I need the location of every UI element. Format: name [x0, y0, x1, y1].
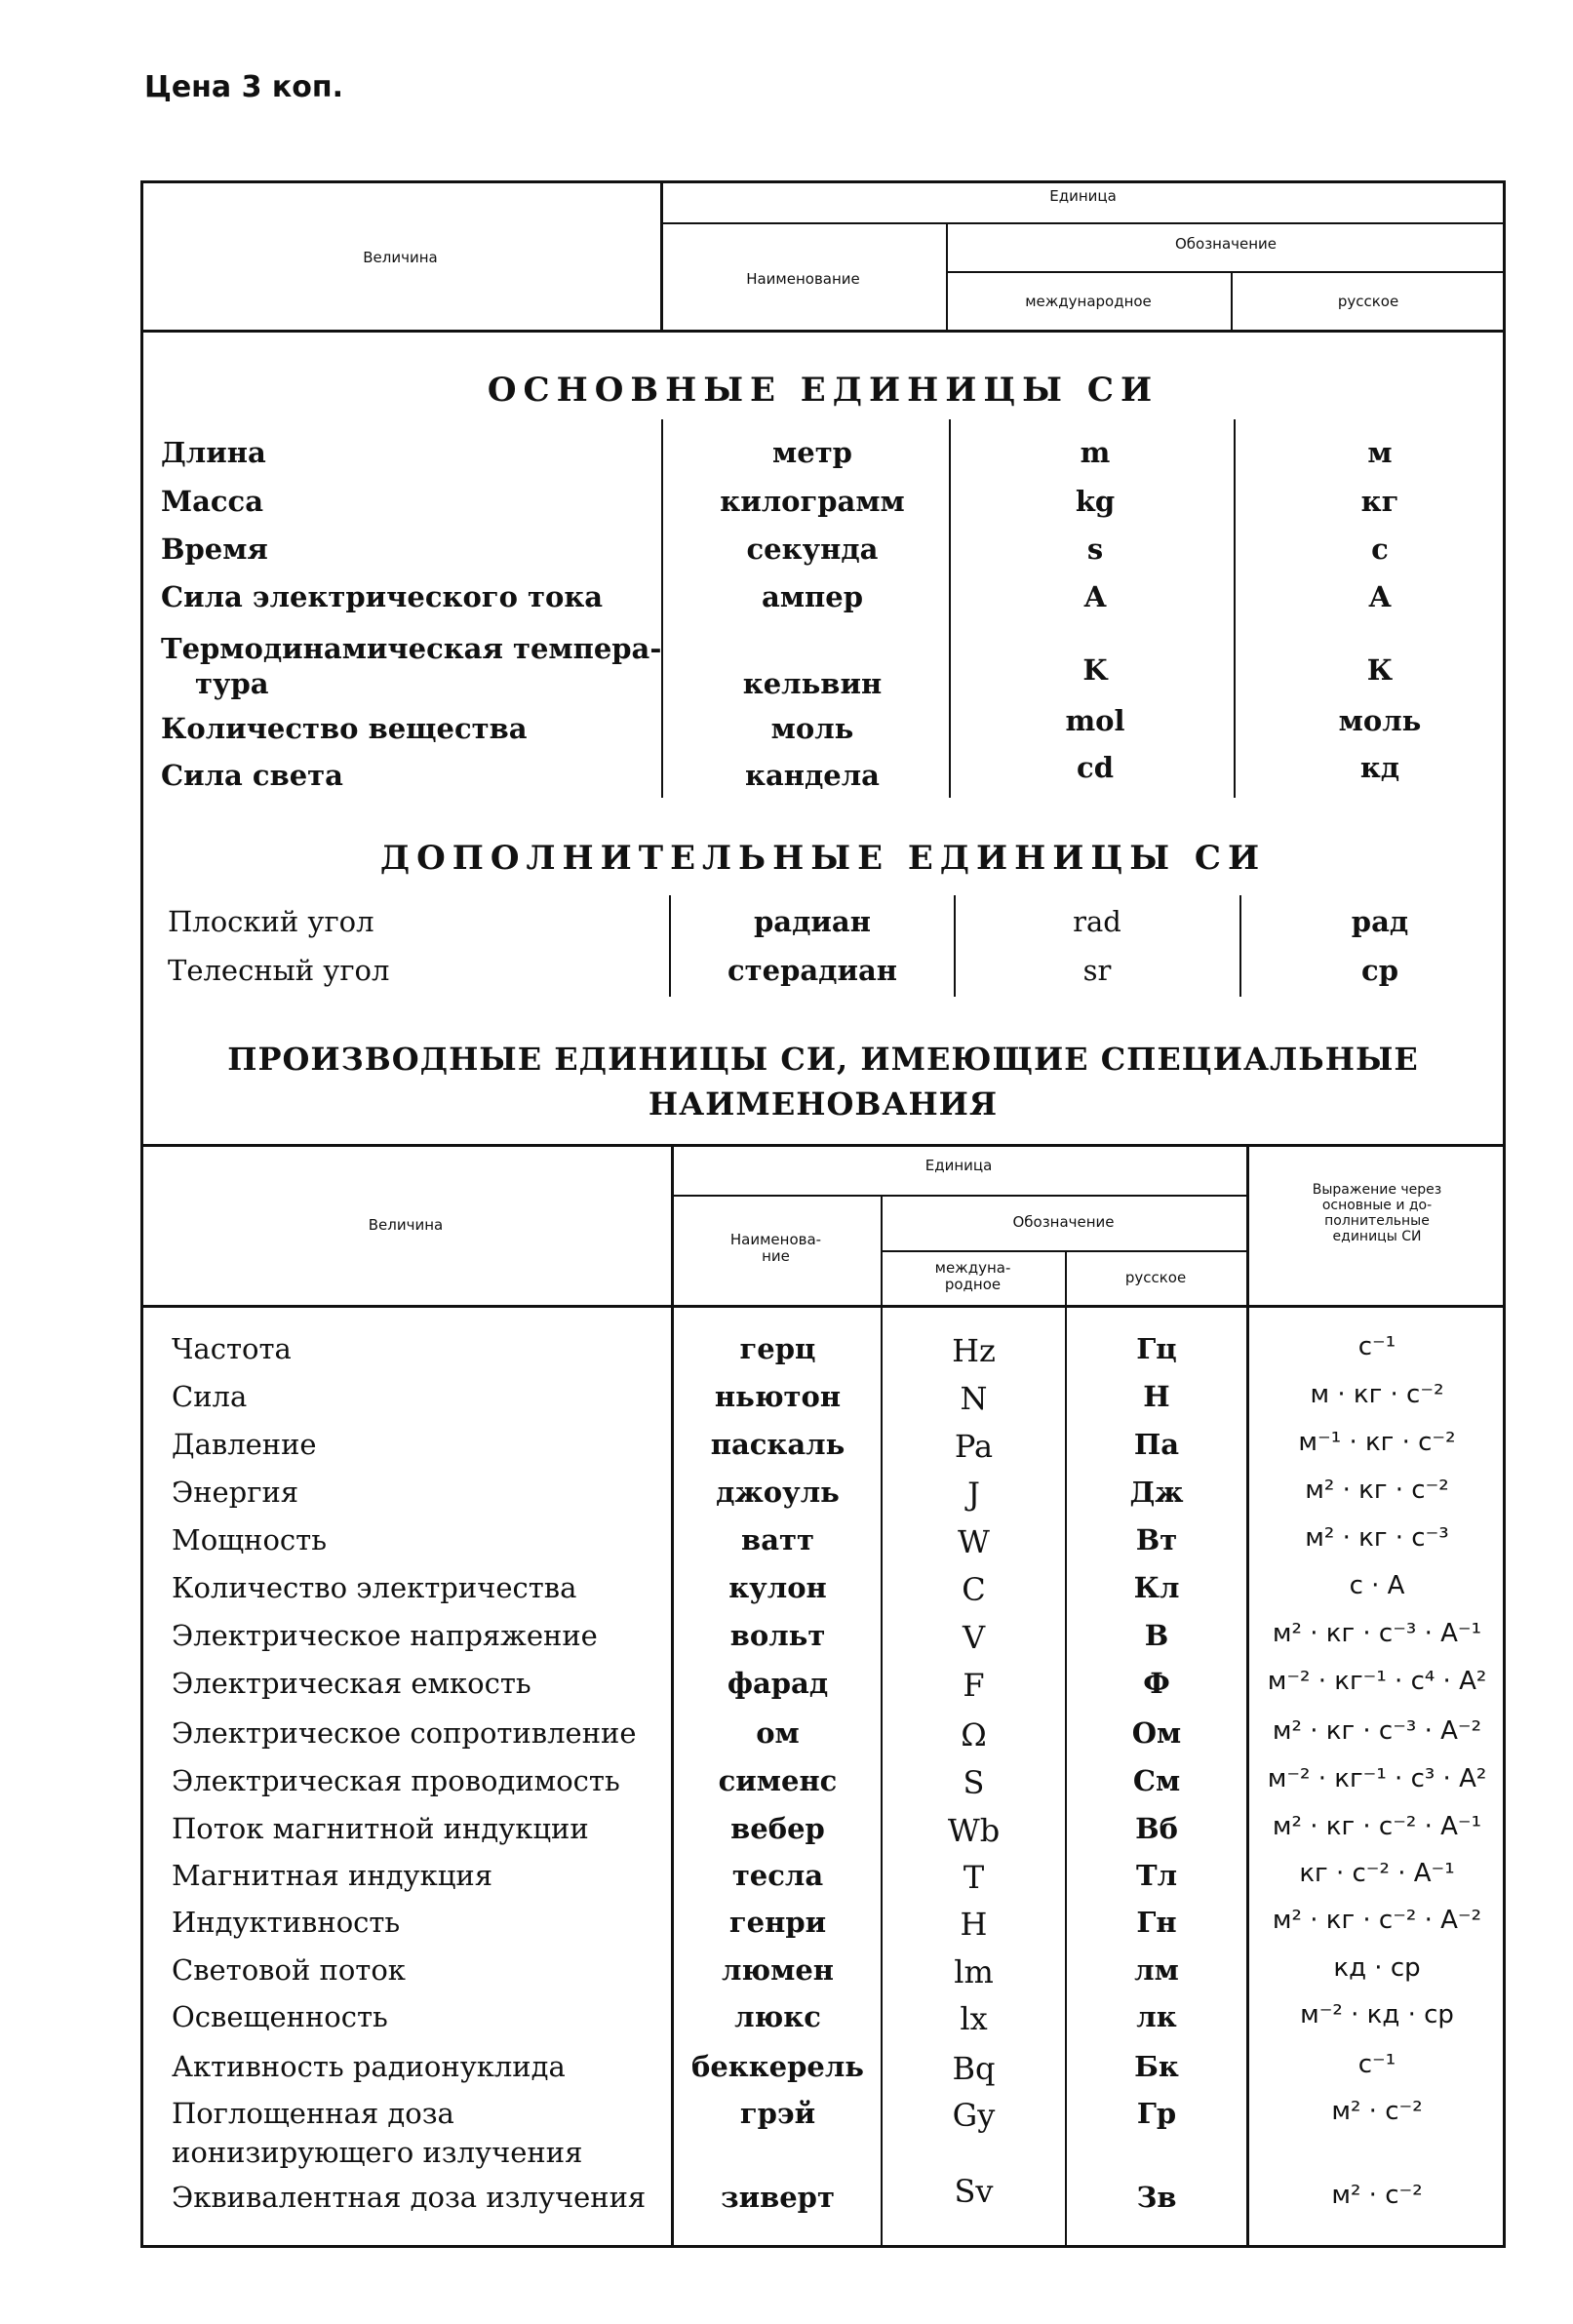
h2-name: Наименова- ние: [729, 1231, 822, 1266]
h1-name: Наименование: [746, 270, 860, 288]
h1-quantity: Величина: [363, 249, 438, 266]
h2-russian: русское: [1124, 1269, 1187, 1286]
price-label: Цена 3 коп.: [144, 70, 344, 104]
h2-international: междуна- родное: [934, 1259, 1011, 1294]
h1-international: международное: [1025, 293, 1152, 310]
h2-designation: Обозначение: [1012, 1213, 1115, 1231]
section-derived-title: ПРОИЗВОДНЫЕ ЕДИНИЦЫ СИ, ИМЕЮЩИЕ СПЕЦИАЛЬНЫЕ НАИМЕНОВАНИЯ: [227, 1041, 1419, 1123]
h2-unit: Единица: [924, 1157, 993, 1174]
h1-designation: Обозначение: [1174, 235, 1278, 253]
h1-unit: Единица: [1049, 187, 1117, 205]
h1-russian: русское: [1337, 293, 1399, 310]
h2-expression: Выражение через основные и до- полнительные единицы СИ: [1312, 1182, 1442, 1245]
section-base-title: ОСНОВНЫЕ ЕДИНИЦЫ СИ: [487, 371, 1160, 410]
h2-quantity: Величина: [368, 1216, 444, 1234]
section-supp-title: ДОПОЛНИТЕЛЬНЫЕ ЕДИНИЦЫ СИ: [379, 839, 1267, 878]
